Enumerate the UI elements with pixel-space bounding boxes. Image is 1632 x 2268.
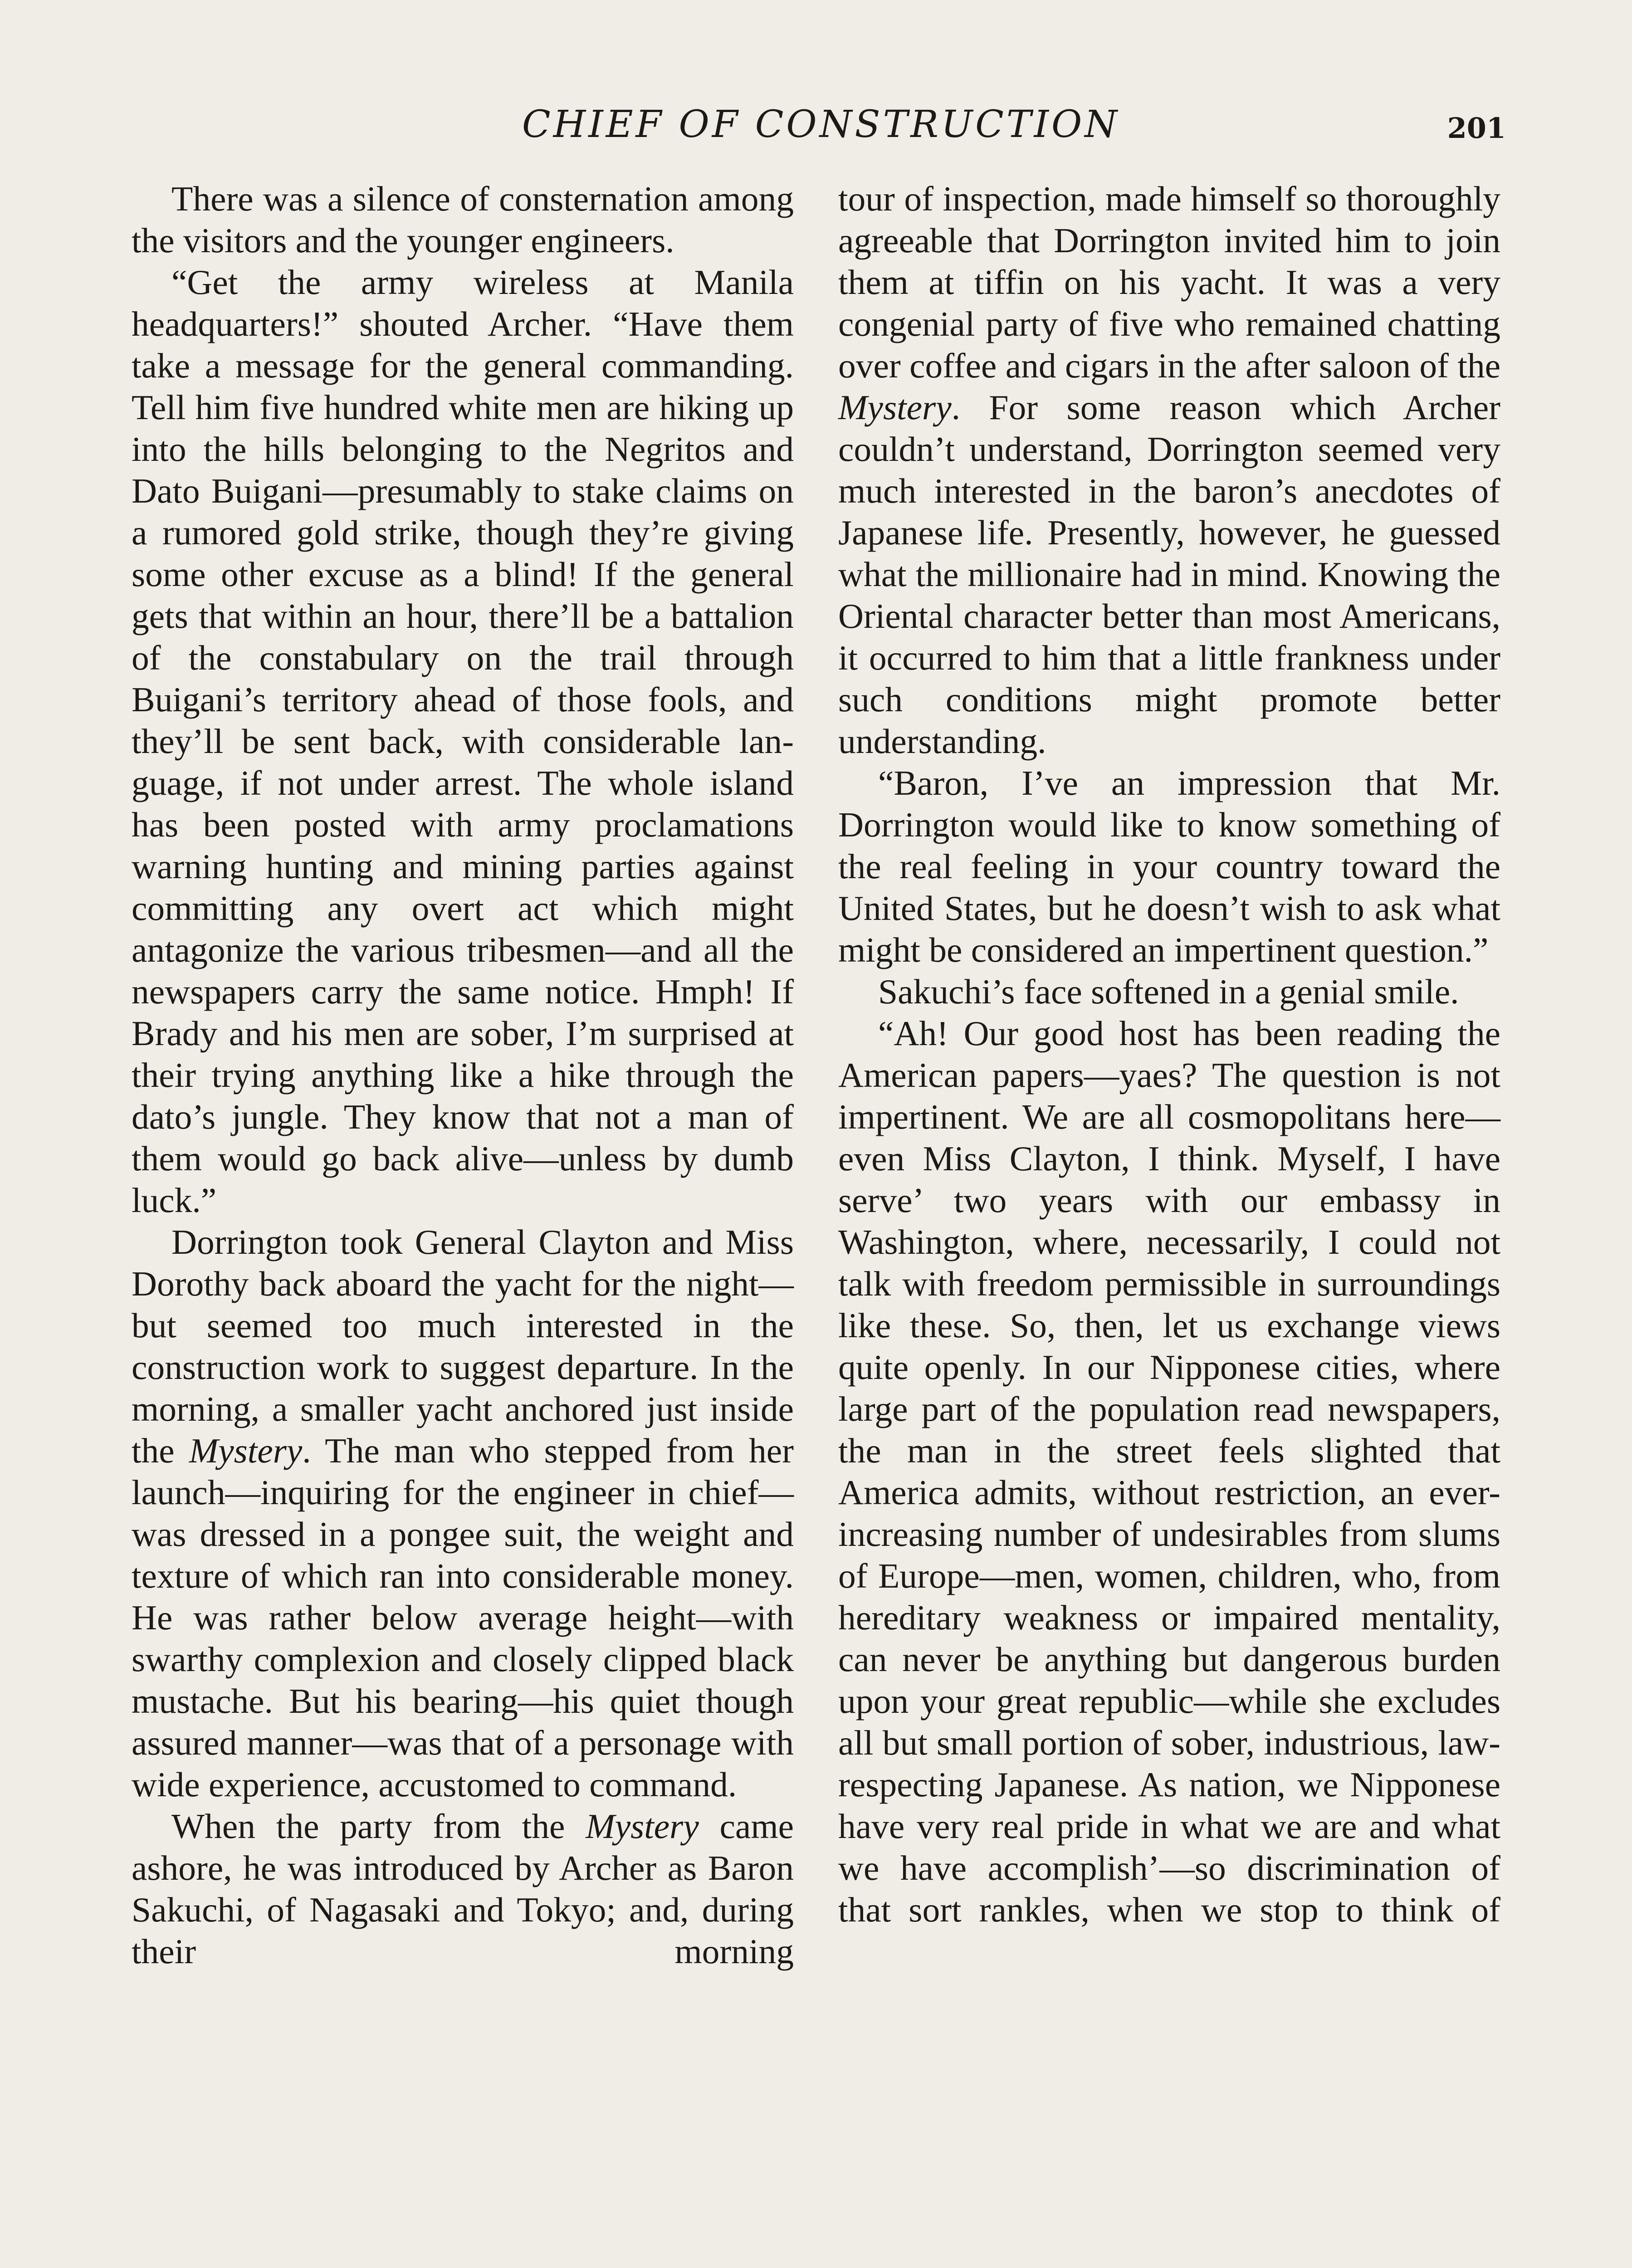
running-header [127,98,1515,152]
paragraph: There was a silence of consternation among the visitors and the younger engineers. [132,179,794,260]
paragraph [838,178,1500,762]
running-title: CHIEF OF CONSTRUCTION [522,103,1120,146]
paragraph-text: Dorrington took General Clayton and Miss Dorothy back aboard the yacht for the night—but seemed too much interested in the construction work to suggest departure. In the morning, a smaller yacht anchored just inside the [132,1222,794,1470]
page-number: 201 [1447,112,1506,145]
paragraph [132,1805,794,1972]
right-column [838,178,1500,1931]
paragraph-text: . The man who stepped from her launch—inquiring for the engineer in chief—was dressed in a pongee suit, the weight and texture of which ran into considerable money. He was rather below average height—with swarthy complexion and closely clipped black mustache. But his bearing—his quiet though assured manner—was that of a personage with wide experience, accustomed to command. [132,1431,794,1804]
paragraph: “Get the army wireless at Manila headquarters!” shouted Archer. “Have them take a message for the general commanding. Tell him five hundred white men are hiking up into the hills belonging to the Negritos and Dato Buigani—presumably to stake claims on a rumored gold strike, though they’re giving some other excuse as a blind! If the general gets that within an hour, there’ll be a battalion of the constabulary on the trail through Buigani’s territory ahead of those fools, and they’ll be sent back, with considerable language, if not under arrest. The whole island has been posted with army proclamations warning hunting and mining parties against committing any overt act which might antagonize the various tribesmen—and all the newspapers carry the same notice. Hmph! If Brady and his men are sober, I’m surprised at their trying anything like a hike through the dato’s jungle. They know that not a man of them would go back alive—unless by dumb luck.” [132,263,794,1220]
paragraph-text: came ashore, he was introduced by Archer as Baron Sakuchi, of Nagasaki and Tokyo; and, during their morning [132,1807,794,1971]
paragraph-text: . For some reason which Archer couldn’t understand, Dorrington seemed very much interested in the baron’s anecdotes of Japanese life. Presently, however, he guessed what the millionaire had in mind. Knowing the Oriental character better than most Americans, it occurred to him that a little frankness under such conditions might promote better understanding. [838,388,1500,761]
left-column [132,178,794,1972]
paragraph: Sakuchi’s face softened in a genial smile. [878,972,1459,1011]
paragraph [132,1221,794,1805]
ship-name: Mystery [189,1431,303,1470]
paragraph: “Baron, I’ve an impression that Mr. Dorrington would like to know something of the real feeling in your country toward the United States, but he doesn’t wish to ask what might be considered an impertinent question.” [838,763,1500,969]
paragraph: “Ah! Our good host has been reading the American papers—yaes? The question is not impertinent. We are all cosmopolitans here—even Miss Clayton, I think. Myself, I have serve’ two years with our embassy in Washington, where, necessarily, I could not talk with freedom permissible in surroundings like these. So, then, let us exchange views quite openly. In our Nipponese cities, where large part of the population read newspapers, the man in the street feels slighted that America admits, without restriction, an ever-increasing number of undesirables from slums of Europe—men, women, children, who, from hereditary weakness or impaired mentality, can never be anything but dangerous burden upon your great republic—while she excludes all but small portion of sober, industrious, law-respecting Japanese. As nation, we Nipponese have very real pride in what we are and what we have accomplish’—so discrimination of that sort rankles, when we stop to think of [838,1014,1500,1929]
ship-name: Mystery [838,388,952,427]
paragraph-text: When the party from the [171,1807,586,1846]
ship-name: Mystery [586,1807,699,1846]
paragraph-text: tour of inspection, made himself so thoroughly agreeable that Dorrington invited him to join them at tiffin on his yacht. It was a very congenial party of five who remained chatting over coffee and cigars in the after saloon of the [838,179,1500,385]
